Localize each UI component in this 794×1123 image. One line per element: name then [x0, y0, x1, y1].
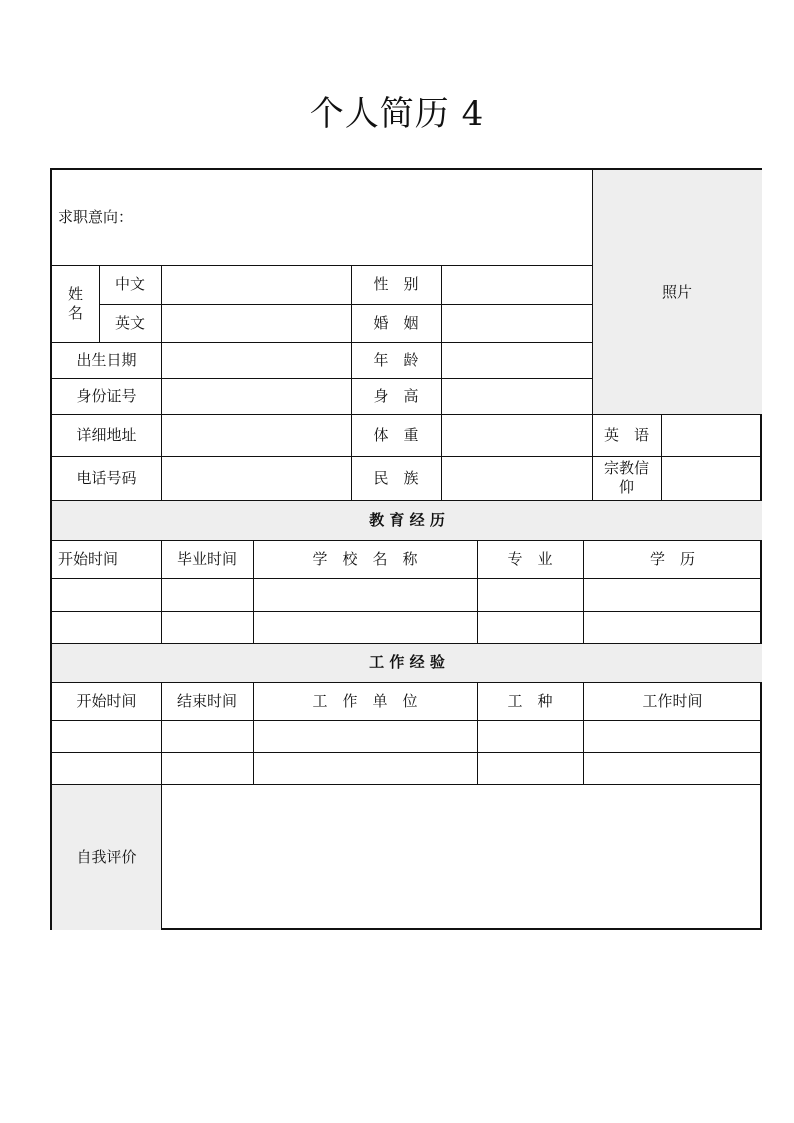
edu-col-major: 专 业 [507, 549, 553, 568]
education-row[interactable] [52, 578, 762, 611]
work-header [52, 643, 762, 682]
ethnicity-label: 民 族 [373, 468, 419, 487]
name-chinese-label: 中文 [114, 275, 145, 293]
edu-col-school: 学 校 名 称 [312, 549, 418, 568]
address-label: 详细地址 [76, 425, 137, 444]
religion-label: 宗教信仰 [603, 459, 649, 496]
photo-label: 照片 [661, 282, 692, 301]
age-label: 年 龄 [373, 350, 419, 369]
address-field[interactable] [161, 414, 351, 456]
english-level-label: 英 语 [603, 425, 649, 444]
marital-label: 婚 姻 [373, 313, 419, 332]
height-field[interactable] [441, 378, 592, 414]
self-eval-label: 自我评价 [76, 847, 137, 866]
name-english-field[interactable] [161, 304, 351, 342]
work-col-end: 结束时间 [176, 691, 237, 710]
work-col-company: 工 作 单 位 [312, 691, 418, 710]
id-number-field[interactable] [161, 378, 351, 414]
weight-field[interactable] [441, 414, 592, 456]
self-eval-label-cell [52, 784, 161, 930]
work-row[interactable] [52, 752, 762, 784]
work-col-type: 工 种 [507, 691, 553, 710]
name-english-label: 英文 [114, 313, 145, 332]
education-header [52, 500, 762, 540]
weight-label: 体 重 [373, 425, 419, 444]
birth-date-label: 出生日期 [76, 350, 137, 369]
phone-label: 电话号码 [76, 468, 137, 487]
work-col-duration: 工作时间 [642, 691, 703, 710]
phone-field[interactable] [161, 456, 351, 500]
photo-cell[interactable] [592, 170, 762, 414]
edu-col-degree: 学 历 [649, 549, 695, 568]
edu-col-start: 开始时间 [58, 549, 119, 568]
name-chinese-field[interactable] [161, 265, 351, 304]
edu-col-graduate: 毕业时间 [176, 549, 237, 568]
resume-table [50, 168, 762, 930]
birth-date-field[interactable] [161, 342, 351, 378]
education-header-text: 教 育 经 历 [369, 510, 445, 529]
work-header-text: 工 作 经 验 [369, 653, 445, 671]
gender-field[interactable] [441, 265, 592, 304]
job-intention-label: 求职意向： [58, 208, 134, 226]
age-field[interactable] [441, 342, 592, 378]
id-number-label: 身份证号 [76, 386, 137, 405]
work-row[interactable] [52, 720, 762, 752]
height-label: 身 高 [373, 386, 419, 405]
marital-field[interactable] [441, 304, 592, 342]
name-label: 姓名 [67, 284, 83, 322]
english-level-field[interactable] [661, 414, 762, 456]
page-title: 个人简历 4 [309, 94, 485, 134]
self-eval-field[interactable] [161, 784, 762, 930]
education-row[interactable] [52, 611, 762, 643]
work-col-start: 开始时间 [76, 691, 137, 710]
religion-field[interactable] [661, 456, 762, 500]
gender-label: 性 别 [373, 275, 419, 293]
ethnicity-field[interactable] [441, 456, 592, 500]
